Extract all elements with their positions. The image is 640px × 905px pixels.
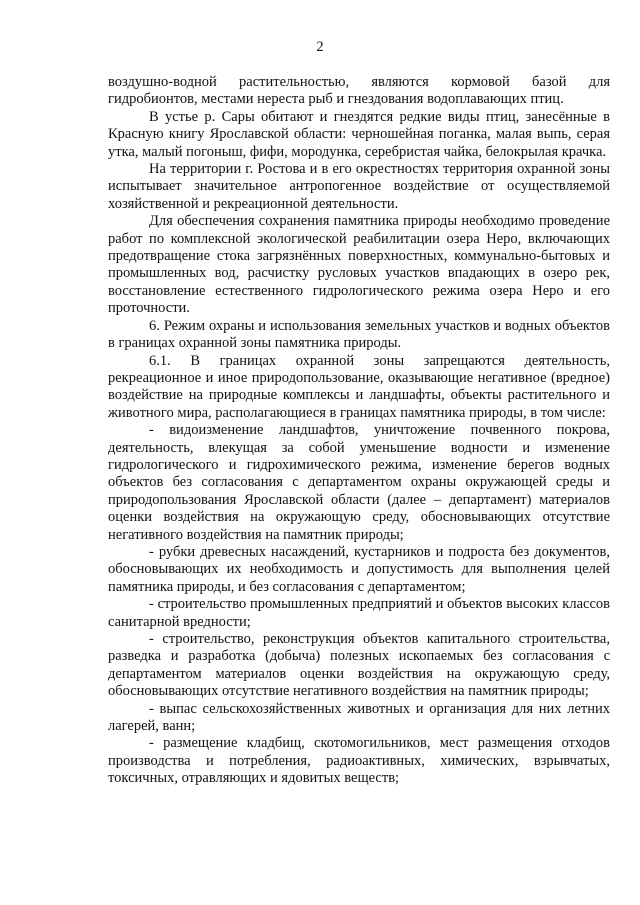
list-item-waste-placement: - размещение кладбищ, скотомогильников, мест размещения отходов производства и потребления, радиоактивных, химических, взрывчатых, токсичных, отравляющих и ядовитых веществ;	[108, 735, 610, 787]
list-item-grazing: - выпас сельскохозяйственных животных и организация для них летних лагерей, ванн;	[108, 700, 610, 735]
clause-6-1: 6.1. В границах охранной зоны запрещаются деятельность, рекреационное и иное природопользование, оказывающие негативное (вредное) воздействие на природные комплексы и ландшафты, объекты растительного и животного мира, располагающиеся в границах памятника природы, в том числе:	[108, 352, 610, 421]
paragraph-rostov-impact: На территории г. Ростова и в его окрестностях территория охранной зоны испытывает значительное антропогенное воздействие от осуществляемой хозяйственной и рекреационной деятельности.	[108, 161, 610, 212]
list-item-landscape: - видоизменение ландшафтов, уничтожение почвенного покрова, деятельность, влекущая за собой уменьшение водности и изменение гидрологического и гидрохимического режима, изменение берегов водных объектов без согласования с департаментом охраны окружающей среды и природопользования Ярославской области (далее – департамент) материалов оценки воздействия на окружающую среду, обосновывающих отсутствие негативного воздействия на памятник природы;	[108, 422, 610, 543]
list-item-logging: - рубки древесных насаждений, кустарников и подроста без документов, обосновывающих их необходимость и допустимость для выполнения целей памятника природы, и без согласования с департаментом;	[108, 543, 610, 595]
section-heading-6: 6. Режим охраны и использования земельных участков и водных объектов в границах охранной зоны памятника природы.	[108, 317, 610, 352]
paragraph-rehabilitation: Для обеспечения сохранения памятника природы необходимо проведение работ по комплексной экологической реабилитации озера Неро, включающих предотвращение стока загрязнённых поверхностных, коммунально-бытовых и промышленных вод, расчистку русловых участков впадающих в озеро рек, восстановление естественного гидрологического режима озера Неро и его проточности.	[108, 213, 610, 317]
paragraph-sara-river-birds: В устье р. Сары обитают и гнездятся редкие виды птиц, занесённые в Красную книгу Ярославской области: черношейная поганка, малая выпь, серая утка, малый погоныш, фифи, мородунка, серебристая чайка, белокрылая крачка.	[108, 108, 610, 160]
page-number: 2	[316, 39, 324, 55]
list-item-capital-construction: - строительство, реконструкция объектов капитального строительства, разведка и разработка (добыча) полезных ископаемых без согласования с департаментом материалов оценки воздействия на окружающую среду, обосновывающих отсутствие негативного воздействия на памятник природы;	[108, 631, 610, 700]
list-item-industrial-construction: - строительство промышленных предприятий и объектов высоких классов санитарной вредности;	[108, 596, 610, 630]
paragraph-continuation: воздушно-водной растительностью, являются кормовой базой для гидробионтов, местами нереста рыб и гнездования водоплавающих птиц.	[108, 74, 610, 108]
document-body	[108, 74, 610, 788]
